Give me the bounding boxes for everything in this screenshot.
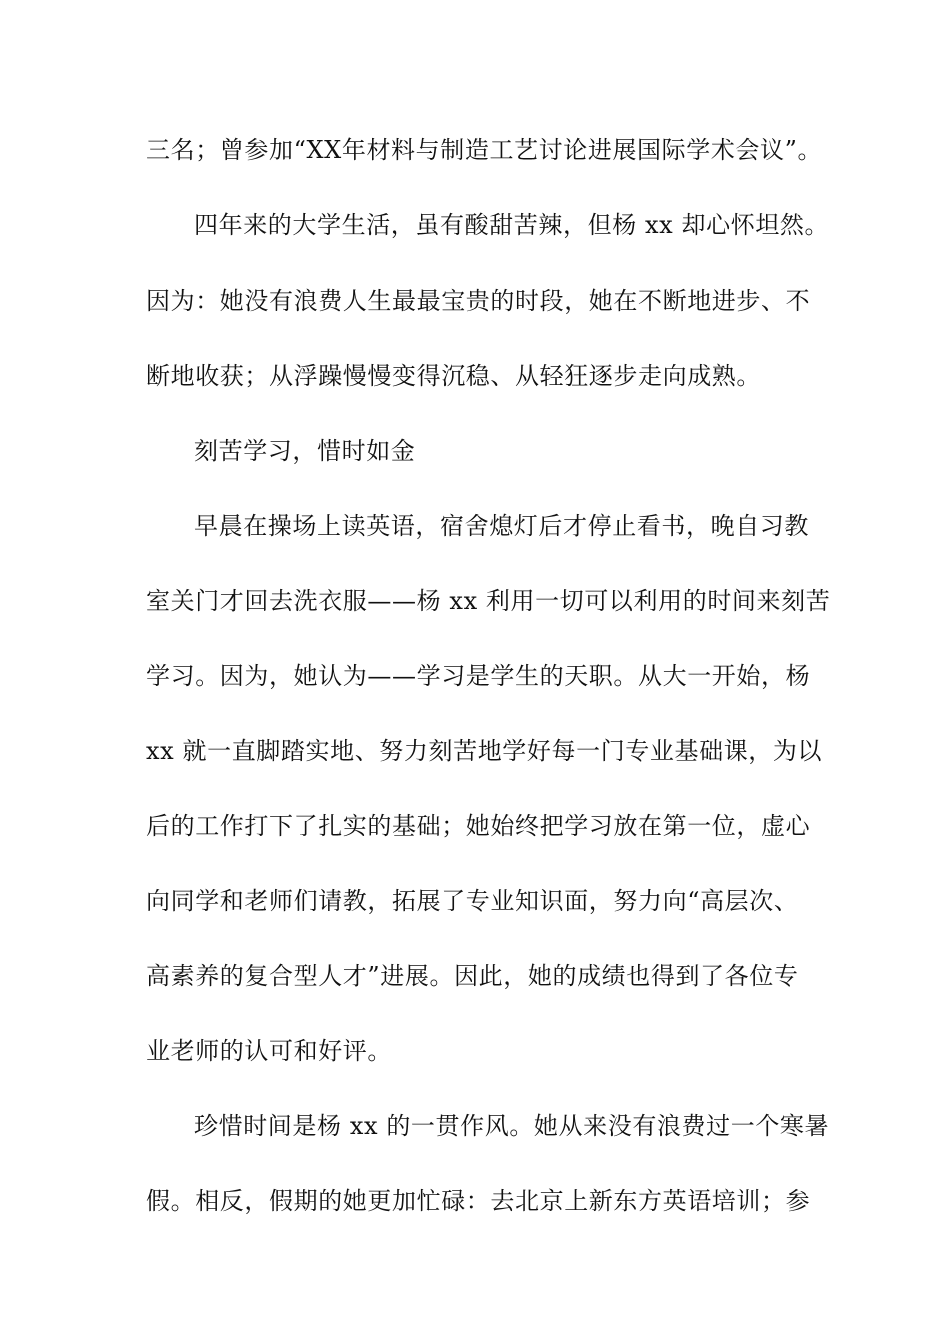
text-line-14: 珍惜时间是杨 xx 的一贯作风。她从来没有浪费过一个寒暑 — [194, 1112, 830, 1140]
text-line-9: xx 就一直脚踏实地、努力刻苦地学好每一门专业基础课，为以 — [146, 737, 823, 765]
text-line-2: 四年来的大学生活，虽有酸甜苦辣，但杨 xx 却心怀坦然。 — [194, 211, 830, 239]
text-line-13: 业老师的认可和好评。 — [146, 1037, 392, 1065]
text-line-6: 早晨在操场上读英语，宿舍熄灯后才停止看书，晚自习教 — [194, 512, 809, 540]
text-line-11: 向同学和老师们请教，拓展了专业知识面，努力向“高层次、 — [146, 887, 799, 915]
text-line-1: 三名；曾参加“XX年材料与制造工艺讨论进展国际学术会议”。 — [146, 136, 823, 164]
text-line-12: 高素养的复合型人才”进展。因此，她的成绩也得到了各位专 — [146, 962, 799, 990]
text-line-4: 断地收获；从浮躁慢慢变得沉稳、从轻狂逐步走向成熟。 — [146, 362, 761, 390]
text-line-15: 假。相反，假期的她更加忙碌：去北京上新东方英语培训；参 — [146, 1187, 811, 1215]
text-line-7: 室关门才回去洗衣服——杨 xx 利用一切可以利用的时间来刻苦 — [146, 587, 831, 615]
text-line-8: 学习。因为，她认为——学习是学生的天职。从大一开始，杨 — [146, 662, 811, 690]
section-heading: 刻苦学习，惜时如金 — [194, 437, 416, 465]
text-line-3: 因为：她没有浪费人生最最宝贵的时段，她在不断地进步、不 — [146, 287, 811, 315]
text-line-10: 后的工作打下了扎实的基础；她始终把学习放在第一位，虚心 — [146, 812, 811, 840]
